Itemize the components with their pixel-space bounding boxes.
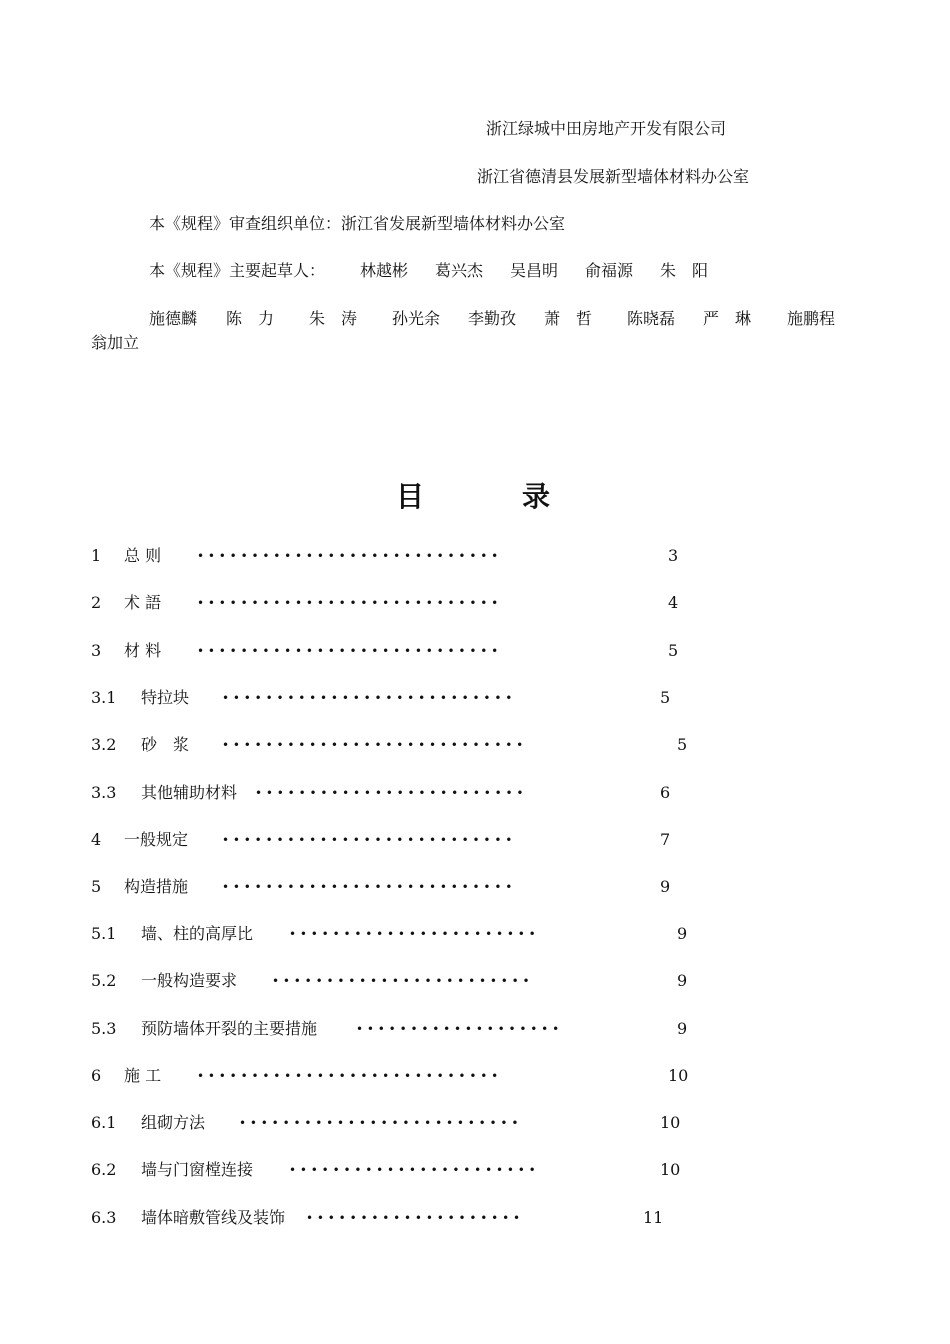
toc-label[interactable]: 砂 浆	[141, 735, 190, 754]
toc-page-number: 6	[660, 783, 671, 802]
toc-label[interactable]: 施 工	[124, 1066, 162, 1085]
toc-label[interactable]: 墙、柱的高厚比	[141, 924, 254, 943]
toc-leader-dots: • • • • • • • • • • • • • • • • • • • • • • •	[289, 1163, 536, 1177]
toc-label[interactable]: 材 料	[124, 641, 162, 660]
drafter-name: 朱 阳	[660, 261, 709, 280]
toc-leader-dots: • • • • • • • • • • • • • • • • • • • • • • •	[289, 927, 536, 941]
toc-label[interactable]: 组砌方法	[141, 1113, 206, 1132]
toc-page-number: 5	[677, 735, 688, 754]
toc-label[interactable]: 总 则	[124, 546, 162, 565]
drafter-name: 朱 涛	[309, 309, 358, 328]
drafter-name: 陈晓磊	[627, 309, 676, 328]
toc-number: 1	[91, 546, 102, 565]
toc-leader-dots: • • • • • • • • • • • • • • • • • • • • • • • • • • • •	[197, 644, 499, 658]
toc-label[interactable]: 特拉块	[141, 688, 190, 707]
review-organization-line: 本《规程》审查组织单位：浙江省发展新型墙体材料办公室	[149, 214, 566, 233]
drafter-name: 翁加立	[91, 333, 140, 352]
toc-label[interactable]: 术 語	[124, 593, 162, 612]
toc-label[interactable]: 一般规定	[124, 830, 189, 849]
toc-leader-dots: • • • • • • • • • • • • • • • • • • • • • • • • • • •	[222, 691, 513, 705]
drafter-name: 吴昌明	[510, 261, 559, 280]
toc-title-left: 目	[396, 480, 425, 513]
toc-page-number: 5	[660, 688, 671, 707]
toc-leader-dots: • • • • • • • • • • • • • • • • • • • • • • • • • • •	[222, 833, 513, 847]
toc-number: 5	[91, 877, 102, 896]
toc-leader-dots: • • • • • • • • • • • • • • • • • • • •	[306, 1211, 521, 1225]
toc-number: 2	[91, 593, 102, 612]
toc-page-number: 10	[668, 1066, 689, 1085]
toc-leader-dots: • • • • • • • • • • • • • • • • • • • • • • • •	[272, 974, 530, 988]
toc-number: 3	[91, 641, 102, 660]
drafter-name: 施德麟	[149, 309, 198, 328]
toc-number: 5.2	[91, 971, 117, 990]
toc-page-number: 9	[660, 877, 671, 896]
drafter-name: 葛兴杰	[435, 261, 484, 280]
toc-number: 6.1	[91, 1113, 117, 1132]
toc-leader-dots: • • • • • • • • • • • • • • • • • • • • • • • • • • • •	[222, 738, 524, 752]
toc-number: 4	[91, 830, 102, 849]
toc-page-number: 10	[660, 1113, 681, 1132]
drafter-name: 林越彬	[360, 261, 409, 280]
toc-page-number: 9	[677, 1019, 688, 1038]
toc-label[interactable]: 预防墙体开裂的主要措施	[141, 1019, 318, 1038]
drafter-name: 萧 哲	[544, 309, 593, 328]
toc-leader-dots: • • • • • • • • • • • • • • • • • • • • • • • • • • • •	[197, 549, 499, 563]
toc-number: 3.1	[91, 688, 117, 707]
toc-leader-dots: • • • • • • • • • • • • • • • • • • • • • • • • • • • •	[197, 596, 499, 610]
toc-leader-dots: • • • • • • • • • • • • • • • • • • • • • • • • •	[255, 786, 524, 800]
toc-leader-dots: • • • • • • • • • • • • • • • • • • • • • • • • • •	[239, 1116, 519, 1130]
toc-number: 3.2	[91, 735, 117, 754]
toc-page-number: 9	[677, 971, 688, 990]
drafter-name: 孙光余	[392, 309, 441, 328]
toc-page-number: 7	[660, 830, 671, 849]
drafter-name: 李勤孜	[468, 309, 517, 328]
drafter-name: 施鹏程	[787, 309, 836, 328]
organization-line-1: 浙江绿城中田房地产开发有限公司	[486, 119, 727, 138]
organization-line-2: 浙江省德清县发展新型墙体材料办公室	[477, 167, 750, 186]
toc-label[interactable]: 一般构造要求	[141, 971, 238, 990]
toc-number: 6.3	[91, 1208, 117, 1227]
toc-label[interactable]: 构造措施	[124, 877, 189, 896]
toc-page-number: 3	[668, 546, 679, 565]
toc-number: 5.1	[91, 924, 117, 943]
drafter-name: 俞福源	[585, 261, 634, 280]
toc-number: 3.3	[91, 783, 117, 802]
toc-title-right: 录	[522, 480, 551, 513]
toc-page-number: 9	[677, 924, 688, 943]
toc-label[interactable]: 墙与门窗樘连接	[141, 1160, 254, 1179]
toc-leader-dots: • • • • • • • • • • • • • • • • • • • • • • • • • • • •	[197, 1069, 499, 1083]
toc-number: 6	[91, 1066, 102, 1085]
drafter-name: 严 琳	[703, 309, 752, 328]
drafters-label: 本《规程》主要起草人：	[149, 261, 326, 280]
toc-page-number: 5	[668, 641, 679, 660]
toc-page-number: 11	[643, 1208, 664, 1227]
toc-label[interactable]: 其他辅助材料	[141, 783, 238, 802]
toc-page-number: 10	[660, 1160, 681, 1179]
toc-label[interactable]: 墙体暗敷管线及装饰	[141, 1208, 286, 1227]
drafter-name: 陈 力	[226, 309, 275, 328]
toc-number: 6.2	[91, 1160, 117, 1179]
toc-leader-dots: • • • • • • • • • • • • • • • • • • • • • • • • • • •	[222, 880, 513, 894]
toc-leader-dots: • • • • • • • • • • • • • • • • • • •	[356, 1022, 560, 1036]
toc-number: 5.3	[91, 1019, 117, 1038]
toc-page-number: 4	[668, 593, 679, 612]
